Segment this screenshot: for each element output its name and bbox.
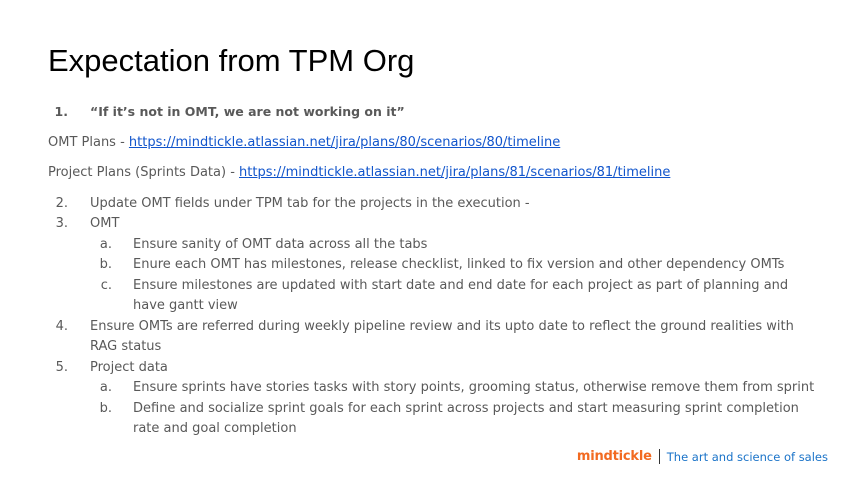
- footer-branding: [577, 449, 828, 464]
- omt-plans-label: OMT Plans -: [48, 134, 129, 150]
- list-item-text: OMT: [90, 216, 120, 231]
- list-letter: b.: [99, 257, 112, 272]
- list-item-text: Ensure milestones are updated with start date and end date for each project as part of planning and have gantt view: [133, 277, 789, 313]
- list-number: 4.: [55, 318, 68, 334]
- slide-title: Expectation from TPM Org: [48, 43, 415, 78]
- list-item-2: [48, 194, 818, 215]
- list-subitem-3c: [48, 276, 818, 317]
- footer-divider: [659, 449, 660, 464]
- project-plans-link[interactable]: https://mindtickle.atlassian.net/jira/plans/81/scenarios/81/timeline: [239, 165, 671, 180]
- list-number: 2.: [55, 195, 68, 211]
- list-subitem-3a: [48, 235, 818, 256]
- list-item-5: [48, 358, 818, 379]
- footer-tagline: The art and science of sales: [666, 449, 828, 464]
- list-number: 5.: [55, 359, 68, 375]
- list-item-text: Project data: [90, 359, 168, 375]
- list-letter: b.: [99, 400, 112, 416]
- list-item-text: Define and socialize sprint goals for each sprint across projects and start measuring sprint completion rate and goal completion: [133, 400, 799, 436]
- list-item-1: [48, 102, 818, 123]
- list-item-4: [48, 317, 818, 358]
- list-letter: a.: [99, 380, 112, 395]
- list-item-text: “If it’s not in OMT, we are not working on it”: [90, 104, 405, 119]
- list-item-text: Ensure OMTs are referred during weekly pipeline review and its upto date to reflect the ground realities with RAG status: [90, 318, 794, 354]
- list-subitem-5b: [48, 399, 818, 440]
- list-item-3: [48, 214, 818, 235]
- list-letter: c.: [100, 277, 112, 293]
- omt-plans-line: [48, 133, 818, 154]
- slide-body: [48, 102, 818, 440]
- omt-plans-link[interactable]: https://mindtickle.atlassian.net/jira/plans/80/scenarios/80/timeline: [128, 134, 561, 150]
- list-subitem-3b: [48, 255, 818, 276]
- list-number: 3.: [55, 216, 68, 231]
- list-item-text: Enure each OMT has milestones, release checklist, linked to fix version and other dependency OMTs: [133, 257, 785, 272]
- list-item-text: Ensure sprints have stories tasks with story points, grooming status, otherwise remove them from sprint: [133, 380, 815, 395]
- list-letter: a.: [99, 236, 112, 252]
- project-plans-label: Project Plans (Sprints Data) -: [48, 165, 240, 180]
- list-subitem-5a: [48, 378, 818, 399]
- project-plans-line: [48, 163, 818, 184]
- list-number: 1.: [54, 104, 68, 119]
- list-item-text: Ensure sanity of OMT data across all the tabs: [133, 236, 428, 252]
- mindtickle-logo: mindtickle: [576, 449, 652, 464]
- list-item-text: Update OMT fields under TPM tab for the projects in the execution -: [90, 195, 530, 211]
